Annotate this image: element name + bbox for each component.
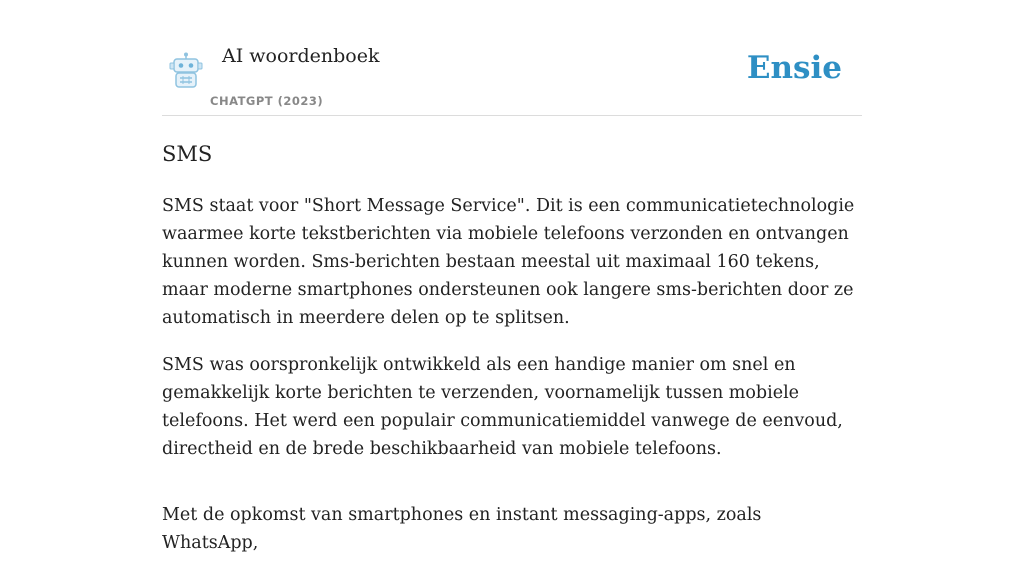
definition-paragraph: SMS staat voor "Short Message Service". Dit is een communicatietechnologie waarmee korte tekstberichten via mobiele telefoons verzonden en ontvangen kunnen worden. Sms-berichten bestaan meestal uit maximaal 160 tekens, maar moderne smartphones ondersteunen ook langere sms-berichten door ze automatisch in meerdere delen op te splitsen.: [162, 196, 855, 328]
page: [162, 0, 862, 553]
term-title: SMS: [162, 142, 213, 166]
definition-paragraph: SMS was oorspronkelijk ontwikkeld als een handige manier om snel en gemakkelijk korte berichten te verzenden, voornamelijk tussen mobiele telefoons. Het werd een populair communicatiemiddel vanwege de eenvoud, directheid en de brede beschikbaarheid van mobiele telefoons.: [162, 355, 843, 459]
source-title[interactable]: AI woordenboek: [222, 45, 380, 67]
definition-body: [162, 192, 862, 576]
source-subtitle: CHATGPT (2023): [210, 94, 324, 108]
brand-logo[interactable]: Ensie: [746, 50, 842, 86]
definition-paragraph: Met de opkomst van smartphones en instant messaging-apps, zoals WhatsApp,: [162, 505, 762, 553]
robot-icon: [166, 52, 206, 90]
source-header: [162, 0, 862, 116]
